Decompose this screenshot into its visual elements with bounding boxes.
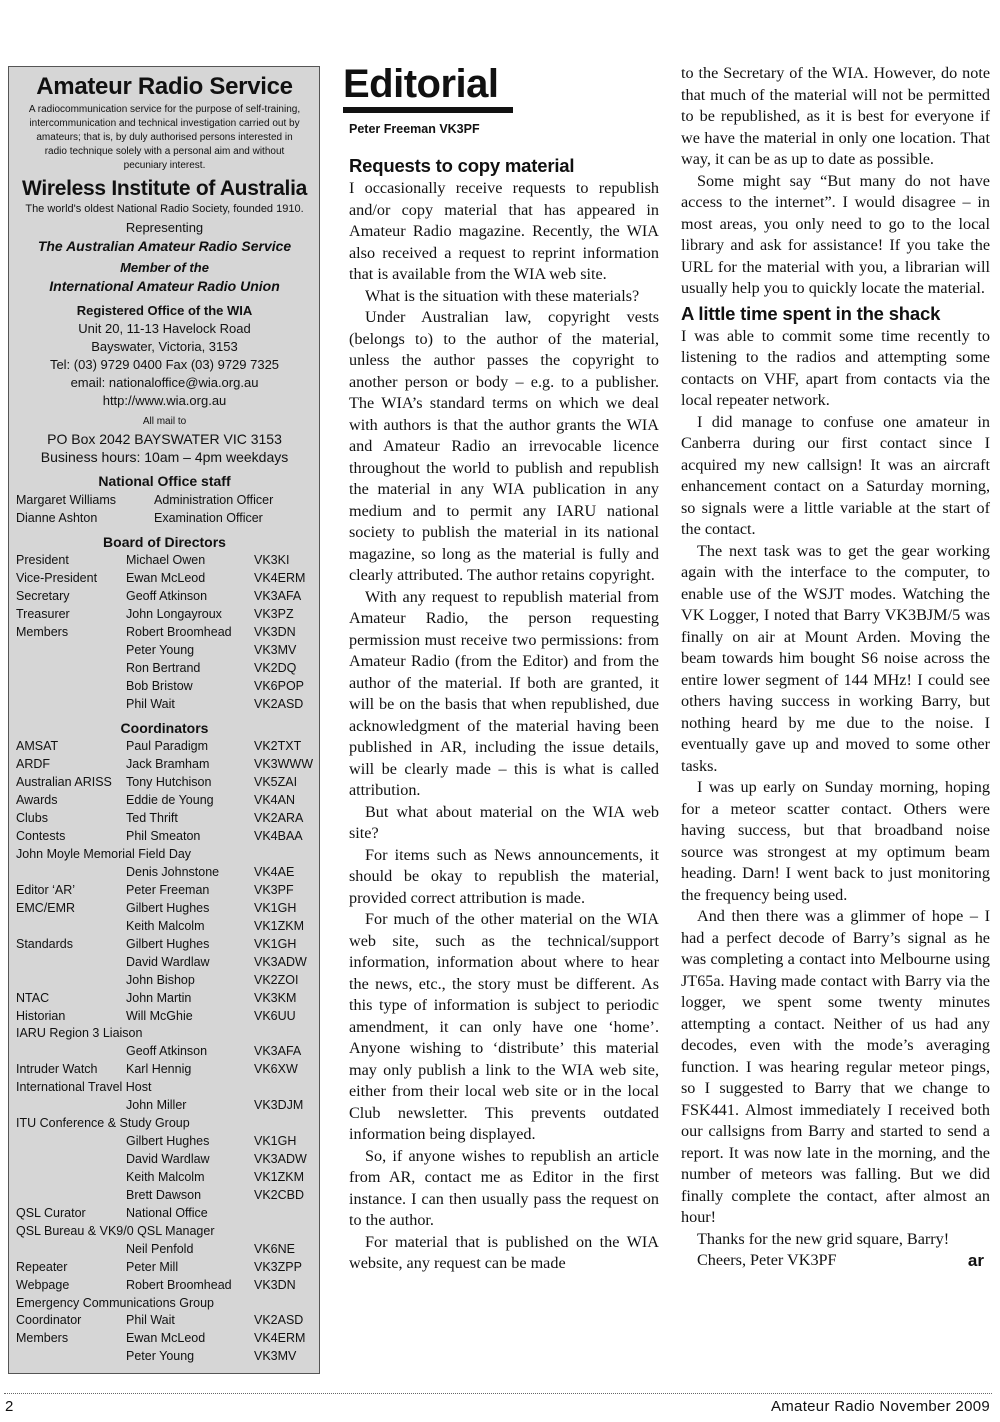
coordinator-row: [16, 1295, 313, 1313]
coordinator-row: [16, 882, 313, 900]
org-name: Wireless Institute of Australia: [22, 177, 307, 200]
person-name: Eddie de Young: [126, 793, 214, 808]
page-number: 2: [5, 1398, 14, 1415]
person-name: Phil Smeaton: [126, 829, 201, 844]
coordinator-row: [16, 1079, 313, 1097]
callsign: VK3PF: [254, 882, 294, 897]
service-definition: A radiocommunication service for the purpose of self-training, intercommunication and technical investigation carried out by amateurs; that is, by duly authorised persons interested in radio technique solely with a personal aim and without pecuniary interest.: [28, 104, 301, 171]
role: [16, 696, 126, 714]
board-list: [16, 552, 313, 713]
person-name: Gilbert Hughes: [126, 900, 210, 915]
person-name: Robert Broomhead: [126, 624, 232, 639]
callsign: VK1GH: [254, 1134, 297, 1149]
role: ARDF: [16, 757, 51, 772]
staff-row: [16, 491, 313, 509]
role: Vice-President: [16, 570, 98, 585]
board-heading: Board of Directors: [103, 534, 226, 550]
person-name: Gilbert Hughes: [126, 936, 210, 951]
role: Standards: [16, 936, 73, 951]
coordinator-row: [16, 1187, 313, 1205]
person-name: National Office: [126, 1205, 208, 1220]
callsign: VK6XW: [254, 1062, 298, 1077]
callsign: VK5ZAI: [254, 775, 298, 790]
role: [16, 1241, 126, 1259]
role: [16, 918, 126, 936]
callsign: VK3AFA: [254, 1044, 302, 1059]
coordinator-row: [16, 738, 313, 756]
person-name: Paul Paradigm: [126, 739, 208, 754]
callsign: VK3KM: [254, 990, 297, 1005]
coordinator-row: [16, 990, 313, 1008]
union-name: International Amateur Radio Union: [49, 278, 280, 294]
coordinator-row: [16, 1223, 313, 1241]
callsign: VK2TXT: [254, 739, 302, 754]
coordinator-row: [16, 1133, 313, 1151]
person-name: Peter Young: [126, 1349, 195, 1364]
person-name: Ted Thrift: [126, 811, 178, 826]
coordinator-row: [16, 1241, 313, 1259]
role: Historian: [16, 1008, 66, 1023]
role: International Travel Host: [16, 1080, 152, 1095]
person-name: [126, 1223, 254, 1241]
website: http://www.wia.org.au: [102, 393, 227, 408]
paragraph: I occasionally receive requests to republish and/or copy material that has appeared in Amateur Radio magazine. Recently, the WIA also received a request to reprint information that is available from the WIA web site.: [349, 179, 659, 283]
coordinator-row: [16, 1151, 313, 1169]
coordinator-row: [16, 1025, 313, 1043]
callsign: VK4ERM: [254, 1331, 306, 1346]
board-row: [16, 660, 313, 678]
paragraph: So, if anyone wishes to republish an article from AR, contact me as Editor in the first instance. I can then usually pass the request on to the author.: [349, 1146, 659, 1229]
coordinator-row: [16, 774, 313, 792]
person-name: Neil Penfold: [126, 1241, 194, 1256]
coordinator-row: [16, 792, 313, 810]
footer-rule: [4, 1393, 992, 1394]
represented-service: The Australian Amateur Radio Service: [37, 238, 292, 254]
role: ITU Conference & Study Group: [16, 1116, 190, 1131]
person-name: Bob Bristow: [126, 678, 193, 693]
article-column-2: [681, 63, 990, 1272]
paragraph: For material that is published on the WIA website, any request can be made: [349, 1232, 659, 1272]
callsign: VK4BAA: [254, 829, 303, 844]
role: Emergency Communications Group: [16, 1295, 214, 1310]
callsign: [254, 846, 310, 864]
person-name: Peter Freeman: [126, 882, 210, 897]
coordinator-row: [16, 756, 313, 774]
paragraph: Thanks for the new grid square, Barry!: [697, 1229, 950, 1248]
role: [16, 864, 126, 882]
person-name: Peter Young: [126, 642, 195, 657]
byline: Peter Freeman VK3PF: [349, 122, 480, 136]
callsign: VK3ADW: [254, 954, 307, 969]
callsign: VK1GH: [254, 936, 297, 951]
coordinator-row: [16, 954, 313, 972]
paragraph: I was up early on Sunday morning, hoping for a meteor scatter contact. Others were having success, but that broadband noise source was strongest at my optimum beam heading. Darn! I went back to just monitoring the frequency being used.: [681, 778, 990, 904]
person-name: Ron Bertrand: [126, 660, 201, 675]
callsign: VK3MV: [254, 642, 297, 657]
coordinator-row: [16, 1097, 313, 1115]
person-name: [126, 1025, 254, 1043]
person-name: Peter Mill: [126, 1259, 179, 1274]
mail-label: All mail to: [142, 416, 187, 427]
role: [16, 1348, 126, 1366]
callsign: [254, 1295, 310, 1313]
person-name: John Bishop: [126, 972, 195, 987]
callsign: [254, 1205, 310, 1223]
callsign: VK6POP: [254, 678, 305, 693]
callsign: VK2CBD: [254, 1187, 305, 1202]
callsign: [254, 1079, 310, 1097]
staff-role: Administration Officer: [154, 493, 274, 507]
coordinator-row: [16, 900, 313, 918]
callsign: VK3DN: [254, 624, 296, 639]
coordinator-row: [16, 936, 313, 954]
callsign: VK2DQ: [254, 660, 297, 675]
role: [16, 1151, 126, 1169]
person-name: John Martin: [126, 990, 192, 1005]
role: Coordinator: [16, 1313, 82, 1328]
paragraph: For much of the other material on the WIA web site, such as the technical/support information, information about where to hear the news, etc., the story must be different. As this type of information is subject to periodic amendment, it can only have one ‘home’. Anyone wishing to ‘distribute’ this material may only publish a link to the WIA web site, either from their local web site or in the local Club newsletter. This prevents outdated information being displayed.: [349, 910, 659, 1143]
person-name: [126, 846, 254, 864]
role: [16, 1133, 126, 1151]
person-name: Michael Owen: [126, 553, 206, 567]
role: IARU Region 3 Liaison: [16, 1026, 143, 1041]
subheading: A little time spent in the shack: [681, 302, 941, 324]
role: Repeater: [16, 1259, 68, 1274]
coordinator-row: [16, 1008, 313, 1026]
role: John Moyle Memorial Field Day: [16, 847, 192, 862]
office-heading: Registered Office of the WIA: [76, 303, 253, 318]
paragraph: I did manage to confuse one amateur in Canberra during our first contact since I acquired my new callsign! It was an aircraft enhancement contact on a Saturday morning, so signals were a little variable at the start of the contact.: [681, 412, 990, 538]
coordinator-row: [16, 1259, 313, 1277]
paragraph: But what about material on the WIA web site?: [349, 802, 659, 842]
callsign: VK2ZOI: [254, 972, 299, 987]
person-name: Phil Wait: [126, 1313, 175, 1328]
paragraph: Some might say “But many do not have access to the internet”. I would disagree – in most areas, you only need to go to the local library and ask for assistance! If you take the URL for the material with you, a librarian will usually help you to quickly locate the material.: [681, 171, 990, 297]
board-row: [16, 552, 313, 570]
coordinator-row: [16, 1348, 313, 1366]
role: QSL Curator: [16, 1205, 86, 1220]
person-name: Phil Wait: [126, 696, 175, 711]
role: Intruder Watch: [16, 1062, 98, 1077]
paragraph: What is the situation with these materials?: [365, 286, 640, 305]
coordinator-row: [16, 1277, 313, 1295]
paragraph: to the Secretary of the WIA. However, do note that much of the material will not be permitted to be republished, as it is best for everyone if we have the material in only one location. That way, it can be as up to date as possible.: [681, 64, 990, 168]
person-name: Denis Johnstone: [126, 865, 220, 879]
role: [16, 1169, 126, 1187]
callsign: VK3MV: [254, 1349, 297, 1364]
board-row: [16, 606, 313, 624]
person-name: Will McGhie: [126, 1008, 193, 1023]
coordinator-row: [16, 810, 313, 828]
article-column-1: [349, 154, 659, 1275]
role: President: [16, 553, 69, 567]
role: EMC/EMR: [16, 900, 76, 915]
person-name: Keith Malcolm: [126, 918, 205, 933]
role: [16, 954, 126, 972]
board-row: [16, 588, 313, 606]
callsign: VK3DJM: [254, 1098, 304, 1113]
info-sidebar: [8, 66, 320, 1374]
role: Members: [16, 1331, 69, 1346]
subheading: Requests to copy material: [349, 155, 575, 176]
role: Webpage: [16, 1277, 70, 1292]
staff-row: [16, 509, 313, 527]
coordinator-row: [16, 1169, 313, 1187]
role: Clubs: [16, 811, 48, 826]
coordinator-row: [16, 1043, 313, 1061]
paragraph: I was able to commit some time recently to listening to the radios and attempting some contacts on VHF, apart from contacts via the local repeater network.: [681, 326, 990, 409]
address-line-1: Unit 20, 11-13 Havelock Road: [78, 321, 251, 336]
business-hours: Business hours: 10am – 4pm weekdays: [40, 449, 289, 465]
person-name: [126, 1115, 254, 1133]
callsign: [254, 1223, 310, 1241]
issue-line: Amateur Radio November 2009: [770, 1398, 990, 1415]
callsign: VK4AN: [254, 793, 295, 808]
person-name: Ewan McLeod: [126, 570, 206, 585]
staff-role: Examination Officer: [154, 511, 263, 525]
signoff: Cheers, Peter VK3PF: [697, 1251, 837, 1269]
member-of-label: Member of the: [120, 260, 209, 275]
role: AMSAT: [16, 739, 59, 754]
paragraph: Under Australian law, copyright vests (belongs to) to the author of the material, unless the author passes the copyright to another person or body – e.g. to a publisher. The WIA’s standard terms on which we deal with authors is that the author grants the WIA and Amateur Radio an irrevocable licence throughout the world to publish and republish the material in any WIA publication in any medium and to permit any IARU national society to publish the material in its national magazine, so long as the material is fully and clearly attributed. The author retains copyright.: [349, 308, 659, 584]
person-name: Keith Malcolm: [126, 1169, 205, 1184]
callsign: VK1GH: [254, 900, 297, 915]
representing-label: Representing: [125, 220, 204, 235]
coordinators-heading: Coordinators: [120, 720, 209, 737]
editorial-masthead: [343, 62, 513, 113]
paragraph: For items such as News announcements, it should be okay to republish the material, provided correct attribution is made.: [349, 845, 659, 907]
callsign: VK3DN: [254, 1277, 296, 1292]
coordinator-row: [16, 918, 313, 936]
role: [16, 660, 126, 678]
callsign: VK3WWW: [254, 757, 314, 772]
callsign: VK6UU: [254, 1008, 296, 1023]
callsign: VK1ZKM: [254, 918, 305, 933]
board-row: [16, 570, 313, 588]
person-name: Robert Broomhead: [126, 1277, 232, 1292]
callsign: VK3PZ: [254, 606, 294, 621]
callsign: VK6NE: [254, 1241, 295, 1256]
coordinator-row: [16, 1312, 313, 1330]
role: [16, 1187, 126, 1205]
coordinator-row: [16, 828, 313, 846]
po-box: PO Box 2042 BAYSWATER VIC 3153: [47, 431, 282, 447]
callsign: VK3KI: [254, 553, 290, 567]
role: [16, 972, 126, 990]
role: Editor ‘AR’: [16, 882, 76, 897]
callsign: [254, 1115, 310, 1133]
signoff-line: [681, 1250, 990, 1272]
callsign: VK2ARA: [254, 811, 304, 826]
person-name: Gilbert Hughes: [126, 1134, 210, 1149]
paragraph: With any request to republish material from Amateur Radio, the person requesting permission must receive two permissions: from Amateur Radio (from the Editor) and from the author of the material. If both are granted, it will be on the basis that when republished, due acknowledgment of the material having been published in AR, including the issue details, will be clearly made – this is what is called attribution.: [349, 587, 659, 799]
phone-fax: Tel: (03) 9729 0400 Fax (03) 9729 7325: [49, 357, 280, 372]
editorial-title: Editorial: [343, 62, 513, 113]
paragraph: The next task was to get the gear working again with the interface to the computer, to enable use of the WSJT modes. Watching the VK Logger, I noted that Barry VK3BJM/5 was finally on air at Mount Arden. Moving the beam towards him bought S6 noise across the entire lower segment of 144 MHz! I could see others having success in working Barry, but nothing heard by me due to the noise. I eventually gave up and moved to some other tasks.: [681, 541, 990, 775]
email: email: nationaloffice@wia.org.au: [70, 375, 259, 390]
callsign: VK3ADW: [254, 1152, 307, 1166]
callsign: VK3AFA: [254, 588, 302, 603]
role: NTAC: [16, 990, 50, 1005]
person-name: Karl Hennig: [126, 1062, 192, 1077]
board-row: [16, 642, 313, 660]
paragraph: And then there was a glimmer of hope – I had a perfect decode of Barry’s signal as he was completing a contact into Melbourne using JT65a. Having made contact with Barry via the logger, we spent some twenty minutes attempting a contact. Neither of us had any decodes, even with the mode’s averaging function. I was hearing regular meteor pings, so I suggested to Barry that we change to FSK441. Almost immediately I received both our callsigns from Barry and started to send a report. It was now late in the morning, and the number of meteors was falling. But we did finally complete the contact, after almost an hour!: [681, 907, 990, 1226]
callsign: [254, 1025, 310, 1043]
person-name: John Longayroux: [126, 606, 222, 621]
person-name: John Miller: [126, 1098, 187, 1113]
person-name: David Wardlaw: [126, 1152, 210, 1166]
callsign: VK4ERM: [254, 570, 306, 585]
person-name: Geoff Atkinson: [126, 1044, 208, 1059]
person-name: Tony Hutchison: [126, 775, 212, 790]
org-tagline: The world's oldest National Radio Society, founded 1910.: [25, 203, 304, 215]
coordinator-row: [16, 846, 313, 864]
person-name: Brett Dawson: [126, 1187, 202, 1202]
person-name: Geoff Atkinson: [126, 588, 208, 603]
person-name: [126, 1079, 254, 1097]
board-row: [16, 624, 313, 642]
role: Members: [16, 624, 69, 639]
staff-name: Margaret Williams: [16, 493, 117, 507]
role: [16, 1043, 126, 1061]
person-name: Ewan McLeod: [126, 1331, 206, 1346]
callsign: VK2ASD: [254, 696, 304, 711]
role: Secretary: [16, 588, 70, 603]
coordinator-row: [16, 1115, 313, 1133]
coordinator-row: [16, 1061, 313, 1079]
callsign: VK3ZPP: [254, 1259, 302, 1274]
column-2-body: [681, 63, 990, 1250]
board-row: [16, 678, 313, 696]
address-line-2: Bayswater, Victoria, 3153: [91, 339, 238, 354]
staff-heading: National Office staff: [98, 473, 231, 489]
callsign: VK4AE: [254, 865, 295, 879]
person-name: [126, 1295, 254, 1313]
role: [16, 1097, 126, 1115]
coordinator-row: [16, 972, 313, 990]
role: QSL Bureau & VK9/0 QSL Manager: [16, 1223, 215, 1238]
person-name: David Wardlaw: [126, 954, 210, 969]
role: Awards: [16, 793, 58, 808]
role: Australian ARISS: [16, 775, 112, 790]
callsign: VK1ZKM: [254, 1169, 305, 1184]
role: [16, 678, 126, 696]
person-name: Jack Bramham: [126, 757, 210, 772]
sidebar-title: Amateur Radio Service: [36, 73, 293, 100]
staff-name: Dianne Ashton: [16, 511, 98, 525]
end-mark: ar: [967, 1251, 984, 1270]
staff-list: [16, 491, 313, 527]
board-row: [16, 696, 313, 714]
coordinator-row: [16, 1205, 313, 1223]
coordinator-row: [16, 864, 313, 882]
coordinator-row: [16, 1330, 313, 1348]
role: Treasurer: [16, 606, 70, 621]
role: [16, 642, 126, 660]
coordinators-list: [16, 738, 313, 1366]
role: Contests: [16, 829, 66, 844]
callsign: VK2ASD: [254, 1313, 304, 1328]
